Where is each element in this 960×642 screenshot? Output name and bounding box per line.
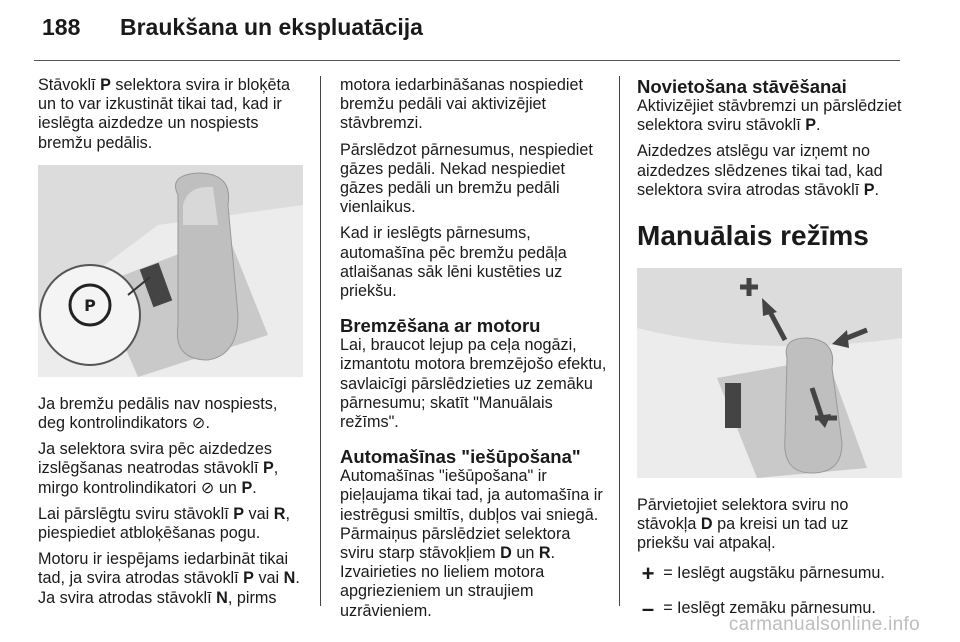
paragraph: Kad ir ieslēgts pārnesums, automašīna pēc bremžu pedāļa atlaišanas sāk lēni kustēties uz priekšu. — [340, 224, 567, 301]
paragraph: Lai, braucot lejup pa ceļa nogāzi, izmantotu motora bremzējošo efektu, savlaicīgi pārslēdzieties uz zemāku pārnesumu; skatīt "Manuālais režīms". — [340, 336, 607, 432]
brake-indicator-icon: ⊘ — [200, 478, 215, 497]
section-heading: Bremzēšana ar motoru — [340, 315, 541, 337]
paragraph: Stāvoklī P selektora svira ir bloķēta un to var izkustināt tikai tad, kad ir ieslēgta aizdedze un nospiests bremžu pedālis. — [38, 76, 290, 152]
gear-selector-figure — [38, 165, 303, 377]
legend-row-downshift: – = Ieslēgt zemāku pārnesumu. — [637, 599, 905, 618]
column-divider — [320, 76, 321, 606]
paragraph: Ja selektora svira pēc aizdedzes izslēgšanas neatrodas stāvoklī P, mirgo kontrolindikatori ⊘ un P. — [38, 440, 279, 497]
paragraph: motora iedarbināšanas nospiediet bremžu pedāli vai aktivizējiet stāvbremzi. — [340, 76, 583, 133]
header-rule — [34, 60, 900, 61]
column-2 — [340, 76, 608, 628]
legend-text: Ieslēgt augstāku pārnesumu. — [677, 563, 885, 582]
legend-text: Ieslēgt zemāku pārnesumu. — [677, 598, 876, 617]
paragraph: Aktivizējiet stāvbremzi un pārslēdziet selektora sviru stāvoklī P. — [637, 97, 902, 135]
section-heading: Novietošana stāvēšanai — [637, 76, 847, 97]
section-heading: Automašīnas "iešūpošana" — [340, 446, 581, 468]
paragraph: Aizdedzes atslēgu var izņemt no aizdedzes slēdzenes tikai tad, kad selektora svira atrodas stāvoklī P. — [637, 142, 883, 199]
page-header — [42, 14, 423, 41]
paragraph: Lai pārslēgtu sviru stāvoklī P vai R, piespiediet atbloķēšanas pogu. — [38, 504, 290, 543]
manual-mode-figure — [637, 268, 902, 478]
paragraph: Motoru ir iespējams iedarbināt tikai tad, ja svira atrodas stāvoklī P vai N. Ja svira atrodas stāvoklī N, pirms — [38, 550, 300, 607]
column-1 — [38, 76, 306, 615]
minus-icon: – — [641, 595, 655, 621]
plus-icon: + — [641, 560, 655, 586]
paragraph: Pārslēdzot pārnesumus, nespiediet gāzes pedāli. Nekad nespiediet gāzes pedāli un bremžu pedāli vienlaikus. — [340, 140, 593, 217]
column-divider — [619, 76, 620, 606]
page-number: 188 — [42, 14, 81, 40]
svg-text:P: P — [84, 295, 96, 315]
section-title: Manuālais režīms — [637, 220, 869, 252]
watermark: carmanualsonline.info — [728, 614, 920, 635]
column-3 — [637, 76, 905, 621]
paragraph: Automašīnas "iešūpošana" ir pieļaujama tikai tad, ja automašīna ir iestrēgusi smiltīs, dubļos vai sniegā. Pārmaiņus pārslēdziet selektora sviru starp stāvokļiem D un R. Izvairieties no lieliem motora apgriezieniem un straujiem uzrāvieniem. — [340, 467, 603, 620]
paragraph: Pārvietojiet selektora sviru no stāvokļa D pa kreisi un tad uz priekšu vai atpakaļ. — [637, 496, 849, 553]
legend-row-upshift: + = Ieslēgt augstāku pārnesumu. — [637, 564, 905, 583]
page-title: Braukšana un ekspluatācija — [120, 14, 423, 40]
paragraph: Ja bremžu pedālis nav nospiests, deg kontrolindikators ⊘. — [38, 394, 278, 433]
brake-indicator-icon: ⊘ — [191, 414, 206, 433]
